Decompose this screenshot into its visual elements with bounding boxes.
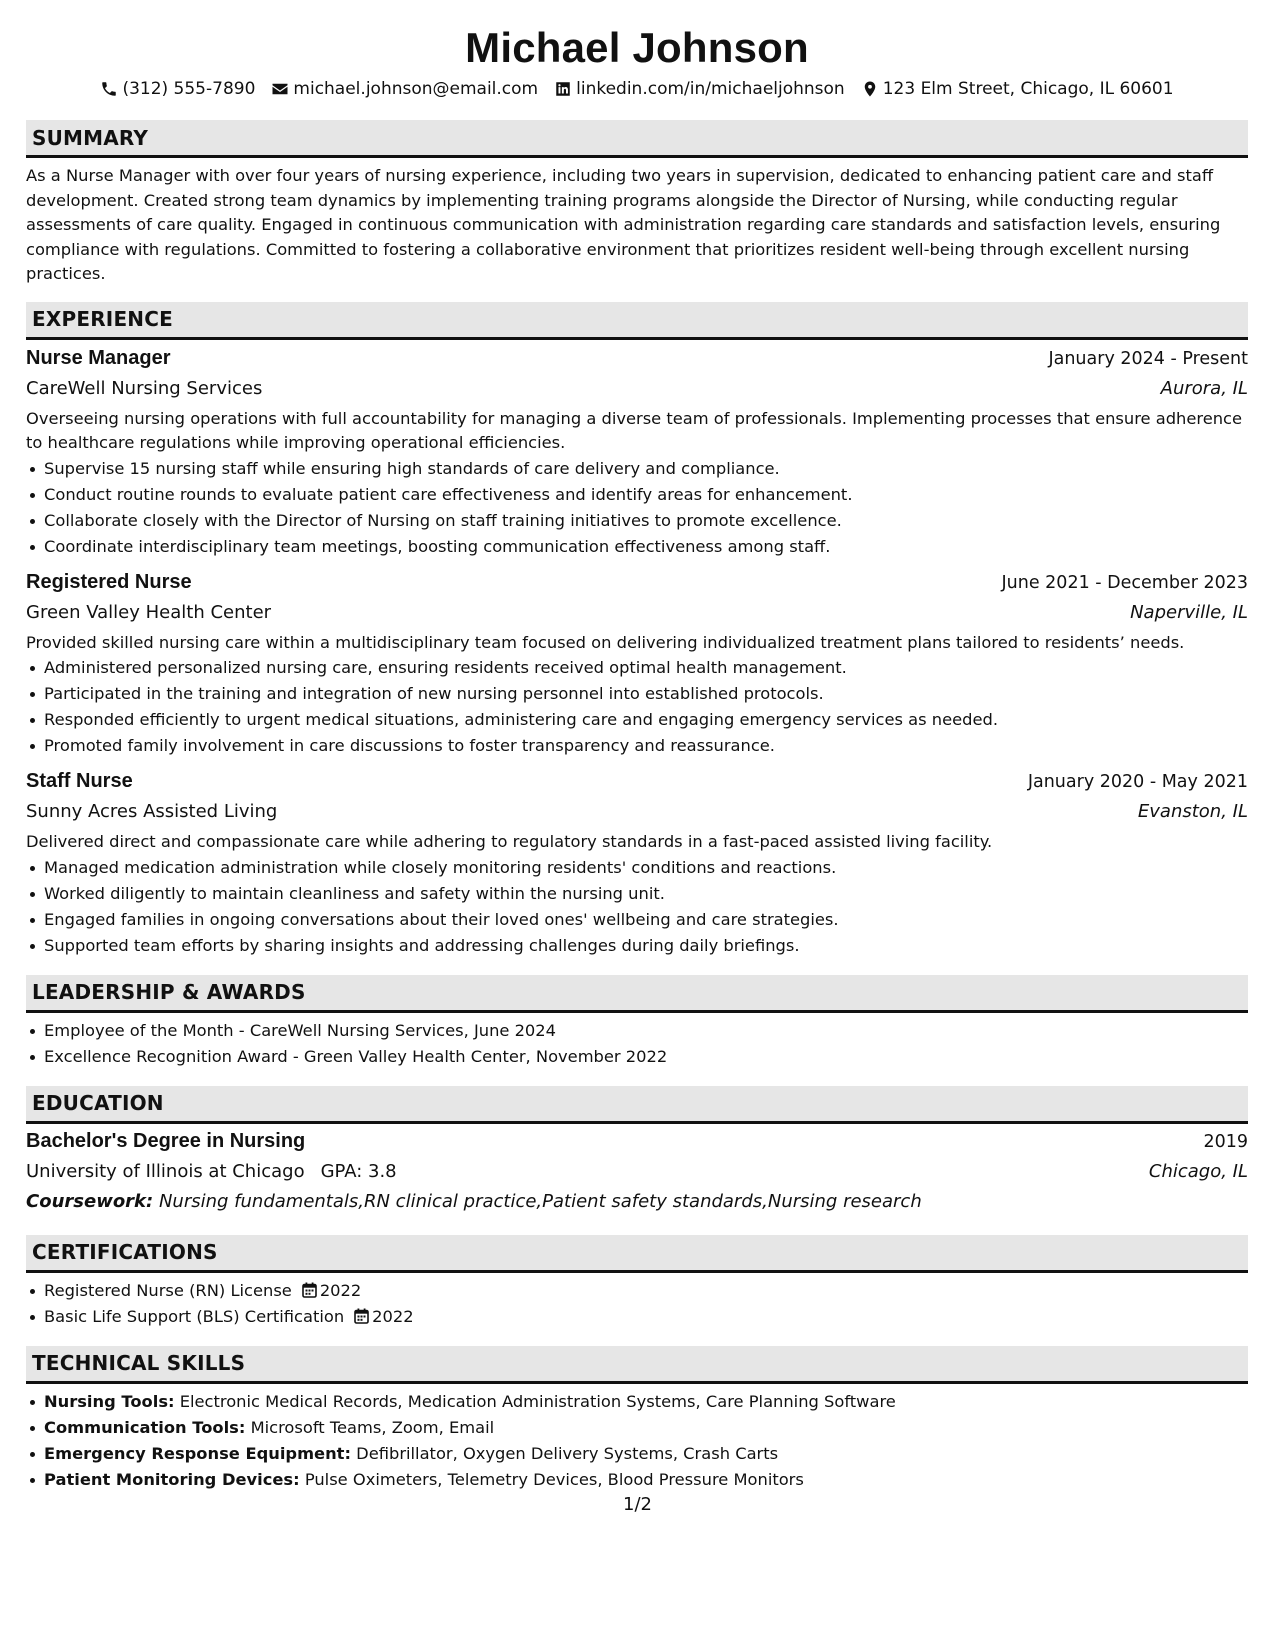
certifications-heading: CERTIFICATIONS [26,1235,1248,1273]
school-line [26,1157,397,1187]
calendar-icon [354,1308,369,1324]
education-entry [26,1126,1248,1217]
job-role: Staff Nurse [26,770,133,792]
awards-heading: LEADERSHIP & AWARDS [26,975,1248,1013]
job-dates: January 2024 - Present [1048,348,1248,369]
gpa: GPA: 3.8 [320,1160,397,1182]
list-item: Excellence Recognition Award - Green Valley Health Center, November 2022 [26,1044,1248,1070]
list-item [26,1415,1248,1441]
school-location: Chicago, IL [1148,1160,1248,1182]
email-link[interactable]: michael.johnson@email.com [293,79,539,99]
list-item [26,1441,1248,1467]
job-description: Provided skilled nursing care within a multidisciplinary team focused on delivering individualized treatment plans tailored to residents’ needs. [26,632,1185,652]
job-location: Evanston, IL [1137,801,1248,822]
coursework-text: Nursing fundamentals,RN clinical practice,Patient safety standards,Nursing research [158,1190,922,1212]
cert-year: 2022 [372,1306,414,1326]
degree: Bachelor's Degree in Nursing [26,1129,306,1152]
summary-text: As a Nurse Manager with over four years of nursing experience, including two years in supervision, dedicated to enhancing patient care and staff development. Created strong team dynamics by implementing training programs alongside the Director of Nursing, while conducting regular assessments of care quality. Engaged in continuous communication with administration regarding care standards and satisfaction levels, ensuring compliance with regulations. Committed to fostering a collaborative environment that prioritizes resident well-being through excellent nursing practices. [26,166,1221,283]
job-description: Overseeing nursing operations with full accountability for managing a diverse team of professionals. Implementing processes that ensure adherence to healthcare regulations while improving operational efficiencies. [26,408,1243,452]
school-name: University of Illinois at Chicago [26,1160,305,1182]
list-item [26,1304,1248,1330]
coursework-label: Coursework: [26,1190,154,1212]
job-entry [26,567,1248,760]
list-item: Responded efficiently to urgent medical situations, administering care and engaging emergency services as needed. [26,707,1248,733]
candidate-name: Michael Johnson [465,24,809,71]
cert-name: Basic Life Support (BLS) Certification [44,1306,345,1326]
certifications-list [26,1278,1248,1330]
job-bullets [26,456,1248,560]
job-description: Delivered direct and compassionate care while adhering to regulatory standards in a fast-paced assisted living facility. [26,832,993,851]
graduation-year: 2019 [1203,1131,1248,1152]
envelope-icon [271,80,289,98]
linkedin-link[interactable]: linkedin.com/in/michaeljohnson [576,79,845,99]
list-item: Administered personalized nursing care, ensuring residents received optimal health management. [26,655,1248,681]
list-item: Managed medication administration while closely monitoring residents' conditions and reactions. [26,855,1248,881]
contact-email[interactable] [271,79,538,99]
cert-year: 2022 [319,1280,362,1300]
coursework-line [26,1187,1248,1217]
skills-heading: TECHNICAL SKILLS [26,1346,1248,1384]
map-pin-icon [861,80,879,98]
skill-value: Microsoft Teams, Zoom, Email [250,1417,495,1437]
cert-name: Registered Nurse (RN) License [44,1280,292,1300]
list-item: Coordinate interdisciplinary team meetings, boosting communication effectiveness among staff. [26,534,1248,560]
list-item: Supervise 15 nursing staff while ensuring high standards of care delivery and compliance. [26,456,1248,482]
page-number: 1/2 [623,1494,652,1515]
job-bullets [26,855,1248,959]
list-item: Worked diligently to maintain cleanliness and safety within the nursing unit. [26,881,1248,907]
contact-address [861,79,1174,99]
job-location: Naperville, IL [1130,601,1248,623]
summary-heading: SUMMARY [26,120,1248,158]
linkedin-icon [554,80,572,98]
job-org: Green Valley Health Center [26,601,272,623]
skill-value: Pulse Oximeters, Telemetry Devices, Blood Pressure Monitors [304,1469,804,1489]
calendar-icon [302,1282,317,1298]
job-location: Aurora, IL [1160,377,1248,399]
list-item: Supported team efforts by sharing insights and addressing challenges during daily briefings. [26,933,1248,959]
job-entry [26,343,1248,560]
job-bullets [26,655,1248,759]
list-item [26,1389,1248,1415]
job-dates: June 2021 - December 2023 [1001,572,1248,593]
list-item: Employee of the Month - CareWell Nursing Services, June 2024 [26,1018,1248,1044]
list-item: Conduct routine rounds to evaluate patient care effectiveness and identify areas for enhancement. [26,482,1248,508]
skill-label: Emergency Response Equipment: [44,1443,351,1463]
job-org: Sunny Acres Assisted Living [26,801,278,822]
awards-list [26,1018,1248,1070]
skill-label: Nursing Tools: [44,1391,175,1411]
skill-label: Communication Tools: [44,1417,246,1437]
skill-label: Patient Monitoring Devices: [44,1469,300,1489]
job-role: Nurse Manager [26,346,171,369]
contact-bar [26,76,1248,102]
phone-text: (312) 555-7890 [122,79,256,99]
list-item: Collaborate closely with the Director of Nursing on staff training initiatives to promote excellence. [26,508,1248,534]
address-text: 123 Elm Street, Chicago, IL 60601 [882,79,1174,99]
list-item: Engaged families in ongoing conversations about their loved ones' wellbeing and care strategies. [26,907,1248,933]
contact-linkedin[interactable] [554,79,845,99]
list-item [26,1278,1248,1304]
list-item: Promoted family involvement in care discussions to foster transparency and reassurance. [26,733,1248,759]
skill-value: Electronic Medical Records, Medication Administration Systems, Care Planning Software [179,1391,896,1411]
list-item: Participated in the training and integration of new nursing personnel into established protocols. [26,681,1248,707]
skill-value: Defibrillator, Oxygen Delivery Systems, Crash Carts [356,1443,779,1463]
list-item [26,1467,1248,1493]
job-org: CareWell Nursing Services [26,377,263,399]
contact-phone [100,79,255,99]
job-dates: January 2020 - May 2021 [1027,772,1248,792]
experience-heading: EXPERIENCE [26,302,1248,340]
phone-icon [100,80,118,98]
job-role: Registered Nurse [26,570,192,593]
job-entry [26,766,1248,959]
skills-list [26,1389,1248,1493]
resume-page [26,22,1248,1493]
education-heading: EDUCATION [26,1086,1248,1124]
